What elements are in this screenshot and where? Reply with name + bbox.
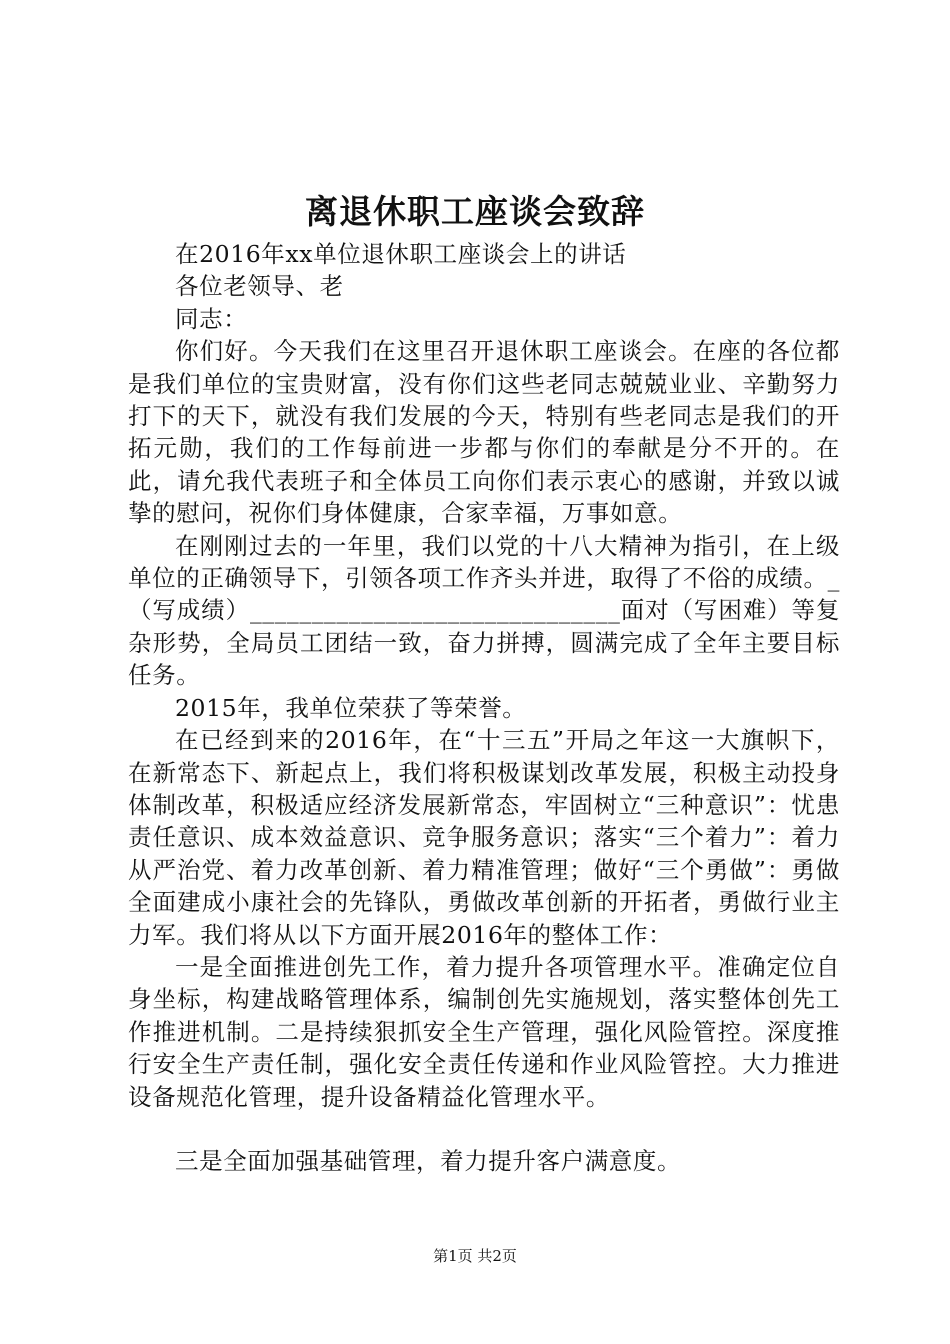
page-number-footer: 第1页 共2页 bbox=[433, 1247, 517, 1265]
document-title: 离退休职工座谈会致辞 bbox=[305, 192, 645, 231]
salutation-line-2: 同志： bbox=[175, 304, 248, 333]
paragraph-past-year: 在刚刚过去的一年里，我们以党的十八大精神为指引，在上级单位的正确领导下，引领各项工作齐头并进，取得了不俗的成绩。_（写成绩）______________________________面对（写困难）等复杂形势，全局员工团结一致，奋力拼搏，圆满完成了全年主要目标任务。 bbox=[128, 531, 840, 690]
paragraph-2016-plan: 在已经到来的2016年，在“十三五”开局之年这一大旗帜下，在新常态下、新起点上，我们将积极谋划改革发展，积极主动投身体制改革，积极适应经济发展新常态，牢固树立“三种意识”：忧患责任意识、成本效益意识、竞争服务意识；落实“三个着力”：着力从严治党、着力改革创新、着力精准管理；做好“三个勇做”：勇做全面建成小康社会的先锋队，勇做改革创新的开拓者，勇做行业主力军。我们将从以下方面开展2016年的整体工作： bbox=[128, 726, 840, 949]
speech-subtitle: 在2016年xx单位退休职工座谈会上的讲话 bbox=[175, 240, 627, 268]
paragraph-tasks-1-2: 一是全面推进创先工作，着力提升各项管理水平。准确定位自身坐标，构建战略管理体系，编制创先实施规划，落实整体创先工作推进机制。二是持续狠抓安全生产管理，强化风险管控。深度推行安全生产责任制，强化安全责任传递和作业风险管控。大力推进设备规范化管理，提升设备精益化管理水平。 bbox=[128, 952, 840, 1111]
document-body bbox=[128, 238, 840, 1177]
paragraph-honors: 2015年，我单位荣获了等荣誉。 bbox=[175, 693, 527, 722]
salutation-line-1: 各位老领导、老 bbox=[175, 272, 344, 301]
paragraph-greeting: 你们好。今天我们在这里召开退休职工座谈会。在座的各位都是我们单位的宝贵财富，没有你们这些老同志兢兢业业、辛勤努力打下的天下，就没有我们发展的今天，特别有些老同志是我们的开拓元勋，我们的工作每前进一步都与你们的奉献是分不开的。在此，请允我代表班子和全体员工向你们表示衷心的感谢，并致以诚挚的慰问，祝你们身体健康，合家幸福，万事如意。 bbox=[128, 337, 840, 528]
paragraph-task-3: 三是全面加强基础管理，着力提升客户满意度。 bbox=[175, 1146, 682, 1175]
